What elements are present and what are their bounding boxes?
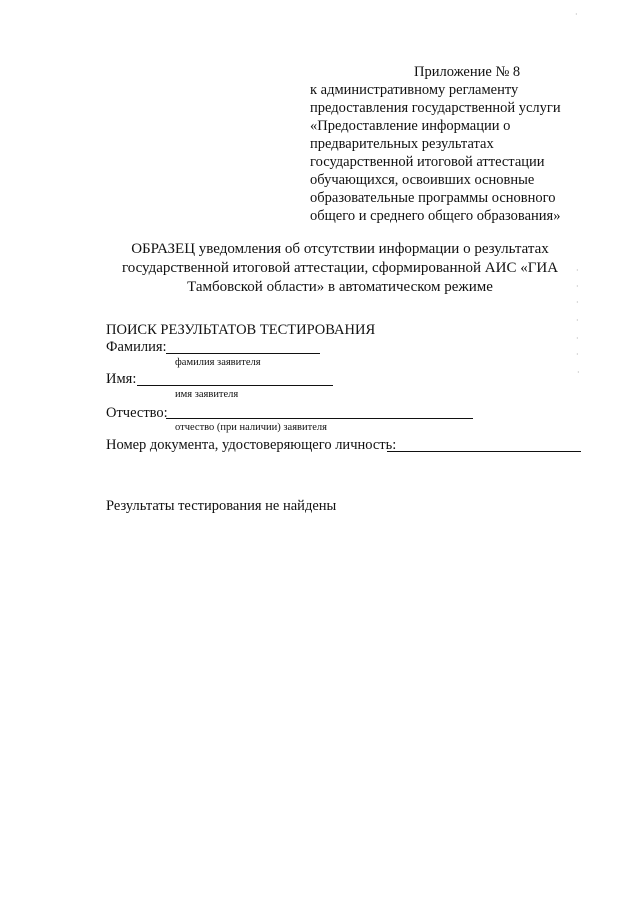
- result-message: Результаты тестирования не найдены: [106, 498, 337, 514]
- appendix-text: [310, 81, 584, 225]
- scan-artifact: ·: [575, 10, 578, 19]
- appendix-line: государственной итоговой аттестации: [310, 154, 545, 170]
- patronymic-label: Отчество:: [106, 405, 168, 421]
- name-label: Имя:: [106, 371, 137, 387]
- document-heading: [120, 240, 560, 297]
- surname-hint: фамилия заявителя: [175, 357, 261, 368]
- heading-line: государственной итоговой аттестации, сформированной АИС «ГИА: [121, 260, 559, 276]
- name-field: [137, 385, 333, 386]
- patronymic-hint: отчество (при наличии) заявителя: [175, 422, 327, 433]
- scan-artifact: ·: [577, 368, 580, 377]
- name-hint: имя заявителя: [175, 389, 239, 400]
- appendix-line: обучающихся, освоивших основные: [310, 172, 535, 188]
- surname-field: [166, 353, 320, 354]
- scan-artifact: ·: [576, 298, 579, 307]
- document-number-field: [387, 451, 581, 452]
- document-number-label: Номер документа, удостоверяющего личность:: [106, 437, 397, 453]
- heading-line: Тамбовской области» в автоматическом режиме: [187, 279, 493, 295]
- appendix-line: к административному регламенту: [310, 82, 519, 98]
- surname-label: Фамилия:: [106, 339, 167, 355]
- scan-artifact: ·: [576, 316, 579, 325]
- scan-artifact: ·: [576, 266, 579, 275]
- scan-artifact: ·: [576, 334, 579, 343]
- appendix-line: «Предоставление информации о: [310, 118, 511, 134]
- patronymic-field: [166, 418, 473, 419]
- appendix-line: предварительных результатах: [310, 136, 494, 152]
- scan-artifact: ·: [576, 350, 579, 359]
- appendix-line: предоставления государственной услуги: [310, 100, 561, 116]
- appendix-line: образовательные программы основного: [310, 190, 556, 206]
- search-title: ПОИСК РЕЗУЛЬТАТОВ ТЕСТИРОВАНИЯ: [106, 322, 376, 338]
- heading-line: ОБРАЗЕЦ уведомления об отсутствии информации о результатах: [131, 241, 549, 257]
- appendix-line: общего и среднего общего образования»: [310, 208, 561, 224]
- scan-artifact: ·: [576, 282, 579, 291]
- appendix-title: Приложение № 8: [414, 64, 521, 80]
